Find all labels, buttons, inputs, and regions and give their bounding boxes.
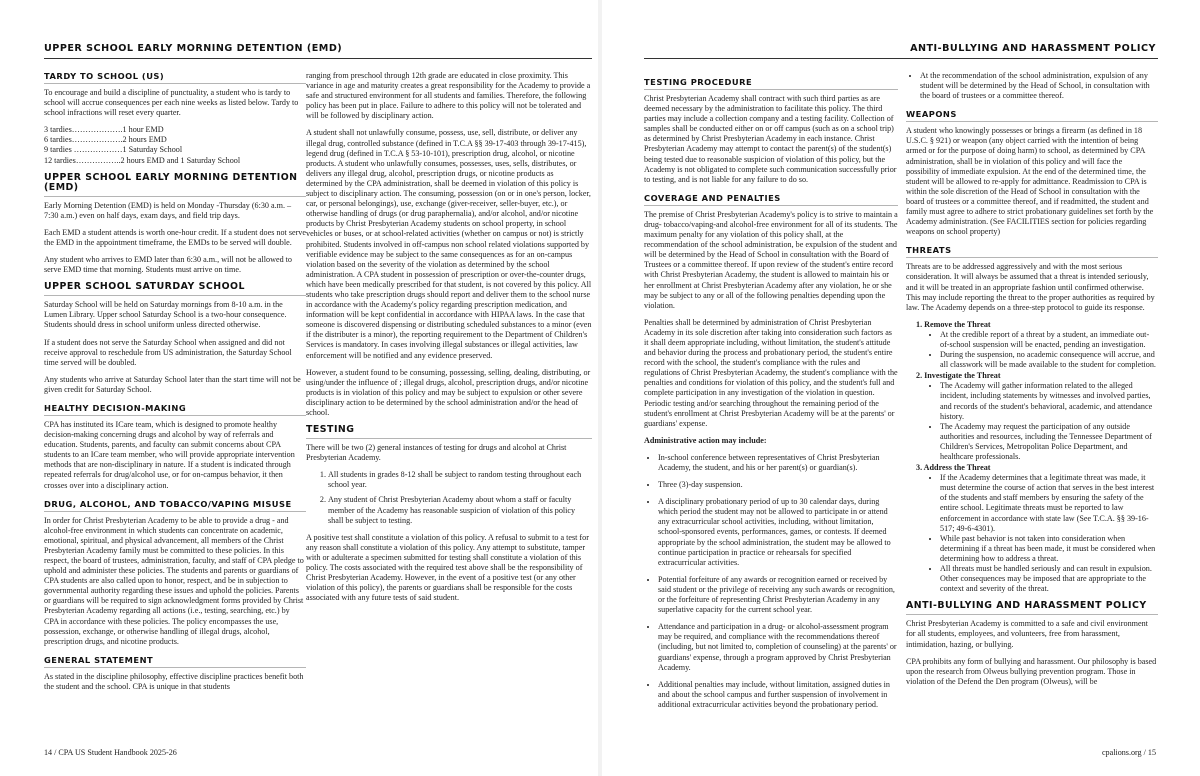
antibullying-heading: ANTI-BULLYING AND HARASSMENT POLICY: [906, 601, 1158, 615]
admin-action-item: • Additional penalties may include, without limitation, assigned duties in and about the school campus and further suspension of involvement in additional extracurricular activities beyond the probationary period.: [658, 680, 898, 710]
step-item: • If the Academy determines that a legitimate threat was made, it must determine the course of action that serves in the best interest of the students and staff members by ensuring the safety of the entire school. Legitimate threats must be reported to law enforcement in accordance with state law (See T.C.A. §§ 39-16-517; 49-6-4301).: [940, 473, 1158, 534]
left-running-head: UPPER SCHOOL EARLY MORNING DETENTION (EMD): [44, 43, 343, 54]
step-item: • The Academy will gather information related to the alleged incident, including statements by witnesses and involved parties, and records of the student's behavioral, academic, and attendance history.: [940, 381, 1158, 421]
antibullying-paragraph: CPA prohibits any form of bullying and harassment. Our philosophy is based upon the research from Olweus bullying prevention program. Those in violation of the Defend the Den program (Olweus), will be: [906, 656, 1157, 686]
general-paragraph: As stated in the discipline philosophy, effective discipline practices benefit both the student and the school. CPA is unique in that students: [44, 671, 304, 691]
tardy-row: 3 tardies……………….1 hour EMD: [44, 125, 164, 135]
admin-action-item: • Potential forfeiture of any awards or recognition earned or received by said student or the privilege of receiving any such awards or recognition, or the forfeiture of representing Christ Presbyterian Academy in any superlative capacity for the current school year.: [658, 575, 898, 615]
threat-step: [916, 463, 1158, 594]
right-column-2: [906, 71, 1158, 694]
tardy-heading: TARDY TO SCHOOL (US): [44, 71, 306, 84]
coverage-paragraph: Penalties shall be determined by administration of Christ Presbyterian Academy in its sole discretion after taking into consideration such factors as it shall deem appropriate including, without limitation, the student's attitude and behavior during the process and probationary period, the student's entire record with the school, the student's compliance with the rules and regulations of Christ Presbyterian Academy, the student's compliance with the penalties and conditions for violation of this policy, and the student's full and complete participation in any investigation of the violation in question. Periodic testing and/or searching throughout the remaining period of the student's enrollment at Christ Presbyterian Academy will be at the parents' or guardians' expense.: [644, 317, 898, 428]
step-item: • The Academy may request the participation of any outside authorities and resources, including the Tennessee Department of Children's Services, Metropolitan Police Department, and healthcare professionals.: [940, 422, 1158, 462]
healthy-paragraph: CPA has instituted its ICare team, which is designed to promote healthy decision-making concerning drugs and alcohol by way of referrals and education. Students, parents, and faculty can submit concerns about CPA students to an ICare team member, who will provide appropriate intervention methods that are non-disciplinary in nature. If a student is indicated through repeated referrals for drug/alcohol use, or for on-campus behavior, it then crosses over into a disciplinary action.: [44, 419, 295, 490]
admin-action-list: [644, 453, 898, 710]
emd-paragraph: Each EMD a student attends is worth one-hour credit. If a student does not serve the EMD in the appointment timeframe, the EMDs to be served will double.: [44, 227, 306, 247]
policy-paragraph: A student shall not unlawfully consume, possess, use, sell, distribute, or deliver any illegal drug, controlled substance (defined in T.C.A §§ 39-17-403 through 39-17-415), legend drug (defined in T.C.A § 53-10-101), prescription drug, alcohol, or nicotine products. A student who unlawfully consumes, possesses, uses, sells, distributes, or delivers any illegal drug, alcohol, prescription drugs, or nicotine products as determined by the CPA administration, shall be deemed in violation of this policy is subject to disciplinary action. The consuming, possession (on or in one's person, locker, car, or personal belongings), use, exchange (giver-receiver, seller-buyer, etc.), or otherwise handling of drugs (or drug paraphernalia), and/or alcohol, and/or nicotine products by Christ Presbyterian Academy students on school property, in school vehicles or buses, or at school-related activities (whether on campus or not) is strictly prohibited. Students involved in off-campus non school related violations supported by verifiable evidence may be subject to the same consequences as for an on-campus violation based on the severity of the violation as determined by the school administration. A CPA student in possession of prescription or over-the-counter drugs, which have been medically prescribed for that student, is not covered by this policy. All students who take prescription drugs should report and deliver them to the school nurse in accordance with the Academy's policy regarding prescription medication, and information will be kept confidential in accordance with HIPAA laws. In the case that someone is discovered dispensing or distributing scheduled substances to a minor (even if the distributer is a minor), the reporting requirement to the Department of Children's Services is mandatory. In cases involving illegal substances or illegal activities, law enforcement will be notified and any evidence preserved.: [306, 128, 592, 360]
procedure-paragraph: Christ Presbyterian Academy shall contract with such third parties as are deemed necessary by the administration to facilitate this policy. The third parties may include a collection company and a testing facility. Collection of samples shall be conducted either on or off campus (such as on a school trip) as determined by Christ Presbyterian Academy in each instance. Christ Presbyterian Academy may attempt to contact the parent(s) of the student(s) being tested due to reasonable suspicion of violation of this policy, but the Academy is not obligated to complete such communication successfully prior to testing, and is not liable for any failure to do so.: [644, 94, 897, 184]
testing-heading: TESTING: [306, 425, 592, 439]
threat-steps: [906, 320, 1158, 595]
step-item: • While past behavior is not taken into consideration when determining if a threat has been made, it must be considered when determining how to address a threat.: [940, 534, 1158, 564]
threat-step: [916, 371, 1158, 462]
step-title: 1. Remove the Threat: [916, 319, 991, 329]
coverage-heading: COVERAGE AND PENALTIES: [644, 193, 898, 206]
left-page: [0, 0, 598, 776]
drug-paragraph: In order for Christ Presbyterian Academy to be able to provide a drug - and alcohol-free environment in which students can concentrate on academic, emotional, spiritual, and physical advancement, all members of the Christ Presbyterian Academy family must be committed to these policies. In this respect, the board of trustees, administration, faculty, and staff of CPA pledge to uphold and administer these policies. The students and parents or guardians of CPA students are also called upon to honor, respect, and be in subjection to governmental authority regarding these issues and uphold the policies. Parents or guardians will be required to sign acknowledgment forms provided by Christ Presbyterian Academy regarding all actions (i.e., testing, searching, etc.) by CPA in accordance with these policies. The policy encompasses the use, possession, exchange, or otherwise handling of illegal drugs, alcohol, prescription drugs, and nicotine products.: [44, 515, 304, 646]
right-page: [602, 0, 1200, 776]
antibullying-paragraph: Christ Presbyterian Academy is committed to a safe and civil environment for all students, employees, and volunteers, free from harassment, intimidation, hazing, or bullying.: [906, 619, 1148, 649]
tardy-intro: To encourage and build a discipline of punctuality, a student who is tardy to school will accrue consequences per each nine weeks as listed below. Tardy to school infractions will reset every quarter.: [44, 88, 299, 118]
step-item: • At the credible report of a threat by a student, an immediate out-of-school suspension will be enacted, pending an investigation.: [940, 330, 1158, 350]
healthy-heading: HEALTHY DECISION-MAKING: [44, 403, 306, 416]
weapons-paragraph: A student who knowingly possesses or brings a firearm (as defined in 18 U.S.C. § 921) or weapon (any object carried with the intention of being armed or for the purpose of doing harm) to school, as determined by CPA administration, shall be in violation of this policy and will face the possibility of immediate expulsion. At the end of the determined time, the student will be allowed to re-apply for admittance. Readmission to CPA is within the sole discretion of the Head of School in consultation with the board of trustees or a committee thereof, and if readmitted, the student and family must agree to adhere to strict probationary guidelines set forth by the Academy administration. (See FACILITIES section for policies regarding weapons on school property): [906, 126, 1154, 237]
step-item: • During the suspension, no academic consequence will accrue, and all classwork will be made available to the student for completion.: [940, 350, 1158, 370]
tardy-row: 12 tardies……………..2 hours EMD and 1 Saturday School: [44, 155, 241, 165]
emd-heading: UPPER SCHOOL EARLY MORNING DETENTION (EMD): [44, 173, 306, 197]
policy-paragraph: However, a student found to be consuming, possessing, selling, dealing, distributing, or using/under the influence of ; illegal drugs, alcohol, prescription drugs, and/or nicotine products is in violation of this policy and may be subject to expulsion or other severe disciplinary action to be determined by the school administration and/or the head of school.: [306, 367, 591, 417]
tardy-row: 6 tardies……………….2 hours EMD: [44, 135, 167, 145]
step-title: 3. Address the Threat: [916, 463, 991, 473]
tardy-schedule: [44, 125, 306, 165]
saturday-heading: UPPER SCHOOL SATURDAY SCHOOL: [44, 282, 306, 296]
testing-item: 1. All students in grades 8-12 shall be subject to random testing throughout each school year.: [328, 470, 592, 490]
expulsion-list: [906, 71, 1158, 101]
testing-list: [306, 470, 592, 525]
testing-item: 2. Any student of Christ Presbyterian Academy about whom a staff or faculty member of the Academy has reasonable suspicion of violation of this policy shall be subject to testing.: [328, 495, 592, 525]
left-column-2: [306, 71, 592, 610]
right-column-1: [644, 77, 898, 717]
expulsion-item: • At the recommendation of the school administration, expulsion of any student will be determined by the Head of School, in consultation with the board of trustees or a committee thereof.: [920, 71, 1158, 101]
policy-paragraph: ranging from preschool through 12th grade are educated in close proximity. This variance in age and maturity creates a great responsibility for the Academy to provide a safe and structured environment for all students and families. Therefore, the following policy has been put in place. Failure to adhere to this policy will not be tolerated and will be followed by disciplinary action.: [306, 71, 591, 121]
emd-paragraph: Early Morning Detention (EMD) is held on Monday -Thursday (6:30 a.m. – 7:30 a.m.) even on half days, exam days, and field trip days.: [44, 200, 292, 220]
coverage-paragraph: The premise of Christ Presbyterian Academy's policy is to strive to maintain a drug- tobacco/vaping-and alcohol-free environment for all of its students. The maximum penalty for any violation of this policy shall, at the recommendation of the school administration, be expulsion of the student and will be determined by the Head of School in consultation with the Board of Trustees or a committee thereof. If upon review of the student's entire record with Christ Presbyterian Academy, the student is allowed to maintain his or her enrollment at Christ Presbyterian Academy after any violation, he or she may be subject to any or all of the following penalties depending upon the violation.: [644, 209, 898, 310]
saturday-paragraph: Any students who arrive at Saturday School later than the start time will not be given credit for Saturday School.: [44, 374, 301, 394]
admin-action-item: • Three (3)-day suspension.: [658, 480, 898, 490]
general-heading: GENERAL STATEMENT: [44, 655, 306, 668]
testing-intro: There will be two (2) general instances of testing for drugs and alcohol at Christ Presbyterian Academy.: [306, 443, 567, 463]
threat-step: [916, 320, 1158, 370]
tardy-row: 9 tardies ………………1 Saturday School: [44, 145, 183, 155]
step-item: • All threats must be handled seriously and can result in expulsion. Other consequences may be imposed that are appropriate to the context and severity of the threat.: [940, 564, 1158, 594]
weapons-heading: WEAPONS: [906, 109, 1158, 122]
emd-paragraph: Any student who arrives to EMD later than 6:30 a.m., will not be allowed to serve EMD time that morning. Students must arrive on time.: [44, 255, 292, 275]
saturday-paragraph: Saturday School will be held on Saturday mornings from 8-10 a.m. in the Lumen Library. Upper school Saturday School is a two-hour consequence. Students should dress in school uniform unless directed otherwise.: [44, 300, 287, 330]
admin-action-item: • Attendance and participation in a drug- or alcohol-assessment program may be required, and compliance with the recommendations thereof (including, but not limited to, completion of counseling) at the parents' or guardians' expense, through a program approved by Christ Presbyterian Academy.: [658, 622, 898, 672]
admin-action-label: Administrative action may include:: [644, 435, 767, 445]
threats-heading: THREATS: [906, 245, 1158, 258]
admin-action-item: • In-school conference between representatives of Christ Presbyterian Academy, the student, and his or her parent(s) or guardian(s).: [658, 453, 898, 473]
drug-heading: DRUG, ALCOHOL, AND TOBACCO/VAPING MISUSE: [44, 499, 306, 512]
procedure-heading: TESTING PROCEDURE: [644, 77, 898, 90]
step-title: 2. Investigate the Threat: [916, 371, 1001, 381]
admin-action-item: • A disciplinary probationary period of up to 30 calendar days, during which period the student may not be allowed to participate in or attend any extracurricular school activities, including, without limitation, school-sponsored events, performances, games, or contests. If deemed appropriate by the school administration, the student may be allowed to continue participation in practice or rehearsals for specified extracurricular activities.: [658, 497, 898, 568]
threats-intro: Threats are to be addressed aggressively and with the most serious consideration. It will always be assumed that a threat is intended seriously, and it will be treated in an appropriate fashion until confirmed otherwise. This may include reporting the threat to the proper authorities as required by law. The Academy depends on a three-step protocol to guide its response.: [906, 262, 1155, 312]
saturday-paragraph: If a student does not serve the Saturday School when assigned and did not receive approval to reschedule from US administration, the Saturday School time served will be doubled.: [44, 337, 292, 367]
left-footer: 14 / CPA US Student Handbook 2025-26: [44, 748, 177, 757]
testing-after: A positive test shall constitute a violation of this policy. A refusal to submit to a test for any reason shall constitute a violation of this policy. Any attempt to substitute, tamper with or adulterate a specimen submitted for testing shall constitute a violation of this policy. The costs associated with the required test above shall be the responsibility of Christ Presbyterian Academy. However, in the event of a positive test (or any other violation of this policy), the parents or guardians shall be responsible for the costs associated with any future tests of said student.: [306, 532, 589, 603]
left-column-1: [44, 71, 306, 699]
right-running-head: ANTI-BULLYING AND HARASSMENT POLICY: [910, 43, 1156, 54]
left-head-rule: [44, 58, 592, 59]
right-head-rule: [644, 58, 1158, 59]
right-footer: cpalions.org / 15: [1101, 748, 1156, 757]
